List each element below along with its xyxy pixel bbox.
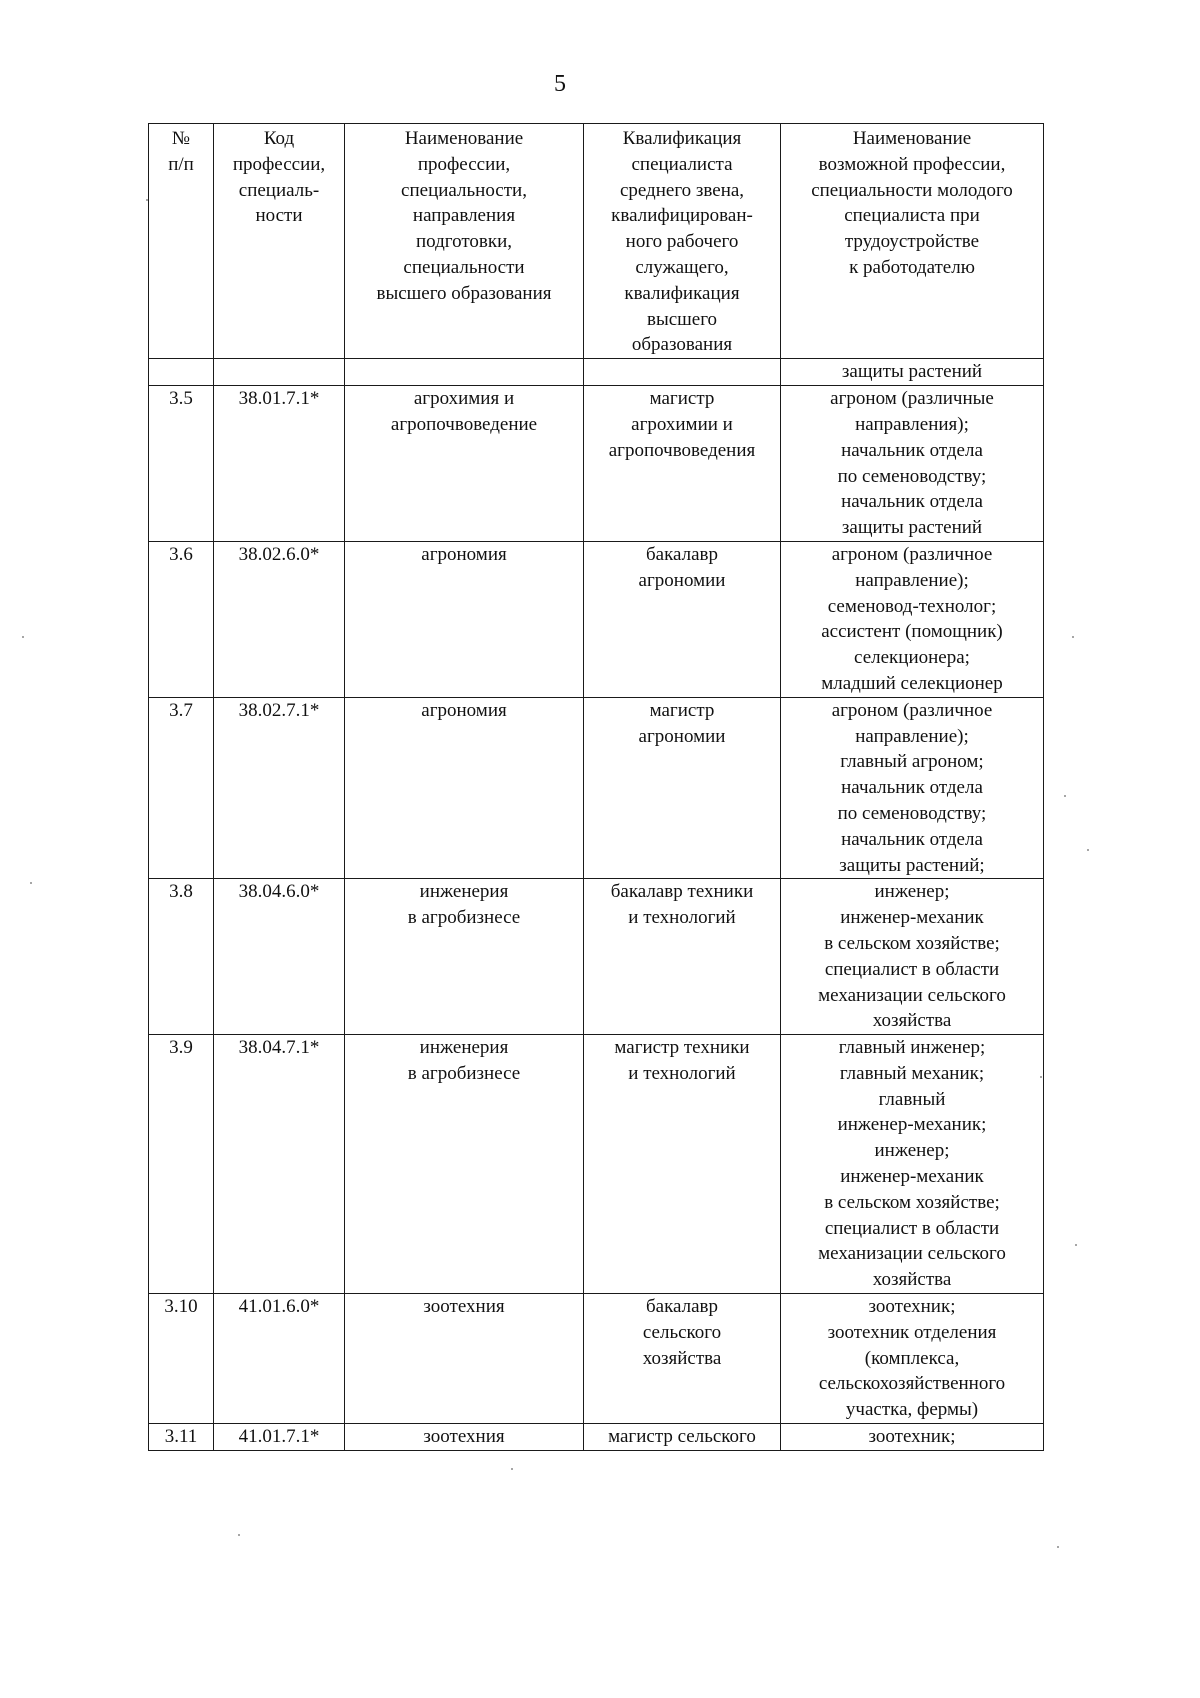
scan-speck [1075, 1244, 1077, 1246]
row-specialty-name: зоотехния [345, 1294, 584, 1424]
row-code: 41.01.6.0* [214, 1294, 345, 1424]
header-qualification: Квалификация специалиста среднего звена, квалифицирован- ного рабочего служащего, квалификация высшего образования [584, 124, 781, 359]
row-specialty-name: агрономия [345, 697, 584, 879]
row-specialty-name: инженерия в агробизнесе [345, 1035, 584, 1294]
row-professions: зоотехник; зоотехник отделения (комплекса, сельскохозяйственного участка, фермы) [781, 1294, 1044, 1424]
header-code: Код профессии, специаль- ности [214, 124, 345, 359]
row-professions: защиты растений [781, 359, 1044, 386]
table-header-row [149, 124, 1044, 359]
header-number: № п/п [149, 124, 214, 359]
header-possible-professions: Наименование возможной профессии, специальности молодого специалиста при трудоустройстве к работодателю [781, 124, 1044, 359]
row-number: 3.10 [149, 1294, 214, 1424]
scan-speck [22, 636, 24, 638]
row-qualification: бакалавр сельского хозяйства [584, 1294, 781, 1424]
table-row [149, 359, 1044, 386]
table-row [149, 1294, 1044, 1424]
row-professions: агроном (различные направления); начальник отдела по семеноводству; начальник отдела защиты растений [781, 386, 1044, 542]
row-qualification [584, 359, 781, 386]
scan-speck [1072, 636, 1074, 638]
row-specialty-name: агрохимия и агропочвоведение [345, 386, 584, 542]
scan-speck [146, 199, 148, 201]
scan-speck [238, 1534, 240, 1536]
table-row [149, 697, 1044, 879]
row-qualification: магистр техники и технологий [584, 1035, 781, 1294]
scan-speck [1057, 1546, 1059, 1548]
row-number: 3.11 [149, 1424, 214, 1451]
scan-speck [1040, 1076, 1042, 1078]
row-code: 38.02.6.0* [214, 541, 345, 697]
row-qualification: бакалавр техники и технологий [584, 879, 781, 1035]
table-row [149, 1035, 1044, 1294]
header-specialty-name: Наименование профессии, специальности, направления подготовки, специальности высшего образования [345, 124, 584, 359]
table-row [149, 879, 1044, 1035]
scan-speck [30, 882, 32, 884]
table-row [149, 1424, 1044, 1451]
row-number [149, 359, 214, 386]
row-number: 3.6 [149, 541, 214, 697]
row-specialty-name [345, 359, 584, 386]
row-professions: зоотехник; [781, 1424, 1044, 1451]
row-number: 3.9 [149, 1035, 214, 1294]
row-professions: агроном (различное направление); семеновод-технолог; ассистент (помощник) селекционера; младший селекционер [781, 541, 1044, 697]
row-qualification: бакалавр агрономии [584, 541, 781, 697]
specialties-table [148, 123, 1044, 1451]
row-code: 38.01.7.1* [214, 386, 345, 542]
row-specialty-name: зоотехния [345, 1424, 584, 1451]
table-row [149, 386, 1044, 542]
scan-speck [1087, 849, 1089, 851]
row-qualification: магистр агрономии [584, 697, 781, 879]
row-number: 3.5 [149, 386, 214, 542]
row-number: 3.7 [149, 697, 214, 879]
row-qualification: магистр агрохимии и агропочвоведения [584, 386, 781, 542]
row-professions: главный инженер; главный механик; главный инженер-механик; инженер; инженер-механик в сельском хозяйстве; специалист в области механизации сельского хозяйства [781, 1035, 1044, 1294]
row-code [214, 359, 345, 386]
row-number: 3.8 [149, 879, 214, 1035]
row-code: 38.04.7.1* [214, 1035, 345, 1294]
row-code: 38.04.6.0* [214, 879, 345, 1035]
row-professions: инженер; инженер-механик в сельском хозяйстве; специалист в области механизации сельского хозяйства [781, 879, 1044, 1035]
row-specialty-name: инженерия в агробизнесе [345, 879, 584, 1035]
row-code: 38.02.7.1* [214, 697, 345, 879]
row-code: 41.01.7.1* [214, 1424, 345, 1451]
row-qualification: магистр сельского [584, 1424, 781, 1451]
table-row [149, 541, 1044, 697]
scan-speck [511, 1468, 513, 1470]
page-number: 5 [554, 71, 566, 97]
row-professions: агроном (различное направление); главный агроном; начальник отдела по семеноводству; начальник отдела защиты растений; [781, 697, 1044, 879]
row-specialty-name: агрономия [345, 541, 584, 697]
scan-speck [1064, 795, 1066, 797]
